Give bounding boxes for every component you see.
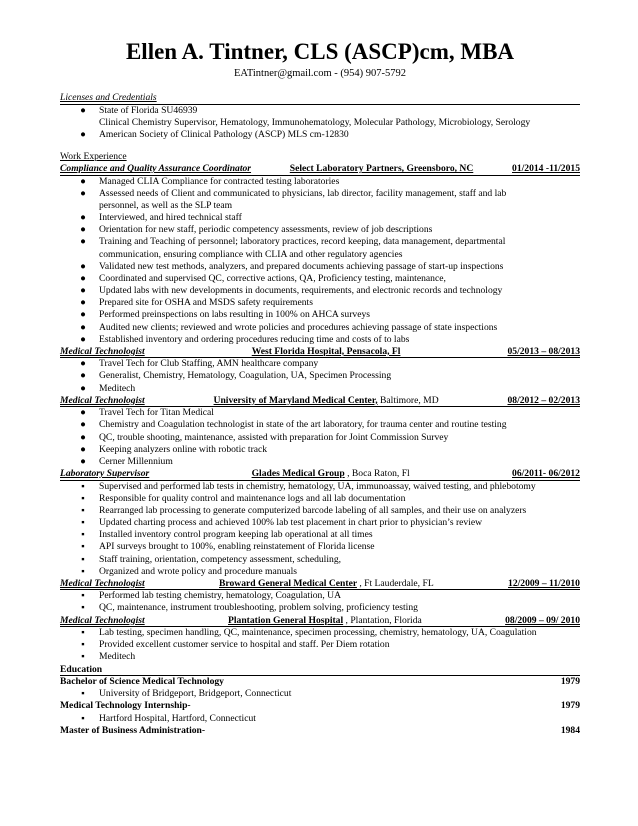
duty-text: Responsible for quality control and maintenance logs and all lab documentation (99, 492, 406, 504)
job-location: , Ft Lauderdale, FL (359, 577, 434, 589)
duty-text: personnel, as well as the SLP team (99, 199, 233, 211)
bullet-icon: ● (80, 455, 86, 467)
duty-item (60, 236, 580, 248)
bullet-icon: ● (80, 333, 86, 345)
job-title: Medical Technologist (60, 577, 145, 589)
degree-detail-text: University of Bridgeport, Bridgeport, Connecticut (99, 688, 292, 700)
job-header (60, 346, 580, 359)
job-employer: Plantation General Hospital (228, 614, 344, 626)
bullet-icon: ● (80, 297, 86, 309)
job-location: Baltimore, MD (380, 394, 439, 406)
duty-item (60, 212, 580, 224)
bullet-icon: ▪ (81, 651, 85, 663)
education-list (60, 676, 580, 737)
bullet-icon: ● (80, 419, 86, 431)
duty-item (60, 651, 580, 663)
duty-item (60, 444, 580, 456)
licenses-heading: Licenses and Credentials (60, 92, 580, 105)
bullet-icon: ▪ (81, 688, 85, 700)
duty-continuation (60, 200, 580, 212)
degree-year: 1979 (560, 700, 580, 712)
work-experience-list (60, 163, 580, 663)
duty-text: Lab testing, specimen handling, QC, maintenance, specimen processing, chemistry, hematology, UA, Coagulation (99, 627, 537, 639)
job-employer-block (252, 468, 410, 480)
job-employer: Select Laboratory Partners, Greensboro, NC (289, 163, 474, 175)
degree-detail (60, 688, 580, 700)
duty-text: Established inventory and ordering procedures reducing time and costs of to labs (99, 333, 410, 345)
degree-row (60, 700, 580, 712)
duty-item (60, 322, 580, 334)
bullet-icon: ▪ (81, 529, 85, 541)
duty-text: Staff training, orientation, competency assessment, scheduling, (99, 553, 342, 565)
duty-item (60, 309, 580, 321)
license-text: State of Florida SU46939 (99, 104, 198, 116)
bullet-icon: ● (80, 104, 86, 116)
duty-text: Prepared site for OSHA and MSDS safety requirements (99, 297, 313, 309)
job-duties (60, 176, 580, 346)
bullet-icon: ● (80, 382, 86, 394)
duty-text: Performed preinspections on labs resulting in 100% on AHCA surveys (99, 309, 370, 321)
degree-detail (60, 713, 580, 725)
duty-text: Cerner Millennium (99, 455, 173, 467)
duty-text: Rearranged lab processing to generate computerized barcode labeling of all samples, and their use on analyzers (99, 504, 527, 516)
bullet-icon: ● (80, 212, 86, 224)
job-header (60, 578, 580, 591)
bullet-icon: ● (80, 187, 86, 199)
bullet-icon: ▪ (81, 712, 85, 724)
job-title: Laboratory Supervisor (60, 468, 150, 480)
job-dates: 08/2009 – 09/ 2010 (505, 614, 580, 626)
job-header (60, 163, 580, 176)
job-title: Medical Technologist (60, 345, 145, 357)
duty-item (60, 627, 580, 639)
duty-text: Managed CLIA Compliance for contracted testing laboratories (99, 175, 340, 187)
bullet-icon: ▪ (81, 639, 85, 651)
degree-details (60, 713, 580, 725)
bullet-icon: ● (80, 443, 86, 455)
duty-item (60, 602, 580, 614)
bullet-icon: ● (80, 358, 86, 370)
duty-item (60, 407, 580, 419)
duty-text: Orientation for new staff, periodic competency assessments, review of job descriptions (99, 224, 433, 236)
job-employer: West Florida Hospital, Pensacola, Fl (251, 345, 401, 357)
bullet-icon: ▪ (81, 565, 85, 577)
degree-detail-text: Hartford Hospital, Hartford, Connecticut (99, 712, 256, 724)
degree-year: 1984 (560, 724, 580, 736)
bullet-icon: ▪ (81, 480, 85, 492)
duty-item (60, 224, 580, 236)
duty-text: Travel Tech for Club Staffing, AMN healthcare company (99, 358, 319, 370)
bullet-icon: ● (80, 321, 86, 333)
job-dates: 01/2014 -11/2015 (512, 163, 580, 175)
bullet-icon: ● (80, 224, 86, 236)
job-header (60, 468, 580, 481)
degree-name: Bachelor of Science Medical Technology (60, 676, 224, 688)
job-title: Medical Technologist (60, 394, 145, 406)
job-location: , Boca Raton, Fl (347, 468, 410, 480)
duty-text: Updated charting process and achieved 100% lab test placement in chart prior to physician’s review (99, 517, 483, 529)
job-dates: 06/2011- 06/2012 (512, 468, 580, 480)
bullet-icon: ▪ (81, 541, 85, 553)
duty-item (60, 493, 580, 505)
bullet-icon: ▪ (81, 504, 85, 516)
job-employer-block (219, 578, 434, 590)
duty-item (60, 261, 580, 273)
duty-text: Assessed needs of Client and communicated to physicians, lab director, facility management, staff and lab (99, 187, 507, 199)
duty-item (60, 481, 580, 493)
education-heading: Education (60, 664, 580, 677)
bullet-icon: ● (80, 128, 86, 140)
duty-text: Audited new clients; reviewed and wrote policies and procedures achieving passage of state inspections (99, 321, 498, 333)
duty-item (60, 456, 580, 468)
bullet-icon: ▪ (81, 627, 85, 639)
degree-row (60, 676, 580, 688)
bullet-icon: ▪ (81, 553, 85, 565)
license-detail: Clinical Chemistry Supervisor, Hematology, Immunohematology, Molecular Pathology, Microbiology, Serology (99, 116, 531, 128)
duty-text: QC, maintenance, instrument troubleshooting, problem solving, proficiency testing (99, 602, 418, 614)
duty-item (60, 419, 580, 431)
job-duties (60, 627, 580, 663)
duty-item (60, 358, 580, 370)
contact-line: EATintner@gmail.com - (954) 907-5792 (233, 68, 406, 79)
resume-name: Ellen A. Tintner, CLS (ASCP)cm, MBA (125, 39, 515, 64)
bullet-icon: ● (80, 309, 86, 321)
job-employer: Glades Medical Group (251, 468, 345, 480)
duty-item (60, 297, 580, 309)
duty-text: Keeping analyzers online with robotic track (99, 443, 268, 455)
duty-text: Supervised and performed lab tests in chemistry, hematology, UA, immunoassay, waived testing, and phlebotomy (99, 480, 536, 492)
job-header (60, 395, 580, 408)
duty-text: communication, ensuring compliance with CLIA and other regulatory agencies (99, 248, 403, 260)
bullet-icon: ● (80, 370, 86, 382)
job-header (60, 615, 580, 628)
bullet-icon: ▪ (81, 492, 85, 504)
duty-text: QC, trouble shooting, maintenance, assisted with preparation for Joint Commission Survey (99, 431, 449, 443)
duty-item (60, 334, 580, 346)
duty-text: Updated labs with new developments in documents, requirements, and electronic records and technology (99, 285, 503, 297)
job-dates: 12/2009 – 11/2010 (508, 577, 580, 589)
duty-item (60, 273, 580, 285)
duty-text: Performed lab testing chemistry, hematology, Coagulation, UA (99, 590, 342, 602)
job-dates: 08/2012 – 02/2013 (507, 394, 580, 406)
license-text: American Society of Clinical Pathology (ASCP) MLS cm-12830 (99, 128, 349, 140)
duty-text: Coordinated and supervised QC, corrective actions, QA, Proficiency testing, maintenance, (99, 272, 446, 284)
job-employer-block (214, 395, 439, 407)
bullet-icon: ● (80, 260, 86, 272)
duty-item (60, 541, 580, 553)
duty-item (60, 517, 580, 529)
duty-continuation (60, 249, 580, 261)
duty-text: Installed inventory control program keeping lab operational at all times (99, 529, 373, 541)
duty-item (60, 566, 580, 578)
duty-item (60, 529, 580, 541)
duty-text: API surveys brought to 100%, enabling reinstatement of Florida license (99, 541, 375, 553)
duty-item (60, 554, 580, 566)
duty-text: Training and Teaching of personnel; laboratory practices, record keeping, data management, departmental (99, 236, 506, 248)
job-employer-block (290, 163, 474, 175)
work-experience-heading: Work Experience (60, 150, 127, 162)
duty-text: Validated new test methods, analyzers, and prepared documents achieving passage of start-up inspections (99, 260, 504, 272)
job-employer: University of Maryland Medical Center, (213, 394, 378, 406)
duty-text: Organized and wrote policy and procedure manuals (99, 565, 298, 577)
license-item (60, 129, 580, 141)
duty-item (60, 383, 580, 395)
duty-text: Provided excellent customer service to hospital and staff. Per Diem rotation (99, 639, 390, 651)
license-item (60, 105, 580, 117)
job-dates: 05/2013 – 08/2013 (507, 345, 580, 357)
job-duties (60, 407, 580, 468)
duty-item (60, 432, 580, 444)
degree-details (60, 688, 580, 700)
bullet-icon: ● (80, 285, 86, 297)
duty-text: Meditech (99, 651, 136, 663)
job-duties (60, 590, 580, 614)
degree-name: Master of Business Administration- (60, 724, 206, 736)
duty-item (60, 370, 580, 382)
duty-text: Travel Tech for Titan Medical (99, 407, 214, 419)
duty-text: Chemistry and Coagulation technologist in state of the art laboratory, for trauma center and routine testing (99, 419, 507, 431)
licenses-list (60, 105, 580, 141)
job-title: Medical Technologist (60, 614, 145, 626)
bullet-icon: ▪ (81, 590, 85, 602)
duty-text: Interviewed, and hired technical staff (99, 212, 242, 224)
degree-year: 1979 (560, 676, 580, 688)
duty-item (60, 505, 580, 517)
job-title: Compliance and Quality Assurance Coordinator (60, 163, 252, 175)
bullet-icon: ● (80, 431, 86, 443)
job-duties (60, 481, 580, 578)
duty-text: Meditech (99, 382, 136, 394)
job-employer-block (228, 615, 422, 627)
duty-text: Generalist, Chemistry, Hematology, Coagulation, UA, Specimen Processing (99, 370, 392, 382)
job-location: , Plantation, Florida (345, 614, 422, 626)
bullet-icon: ● (80, 272, 86, 284)
job-duties (60, 358, 580, 394)
degree-row (60, 725, 580, 737)
duty-item (60, 188, 580, 200)
duty-item (60, 639, 580, 651)
duty-item (60, 176, 580, 188)
degree-name: Medical Technology Internship- (60, 700, 191, 712)
job-employer-block (252, 346, 401, 358)
duty-item (60, 285, 580, 297)
job-employer: Broward General Medical Center (219, 577, 357, 589)
bullet-icon: ▪ (81, 517, 85, 529)
duty-item (60, 590, 580, 602)
bullet-icon: ▪ (81, 602, 85, 614)
bullet-icon: ● (80, 407, 86, 419)
bullet-icon: ● (80, 175, 86, 187)
bullet-icon: ● (80, 236, 86, 248)
